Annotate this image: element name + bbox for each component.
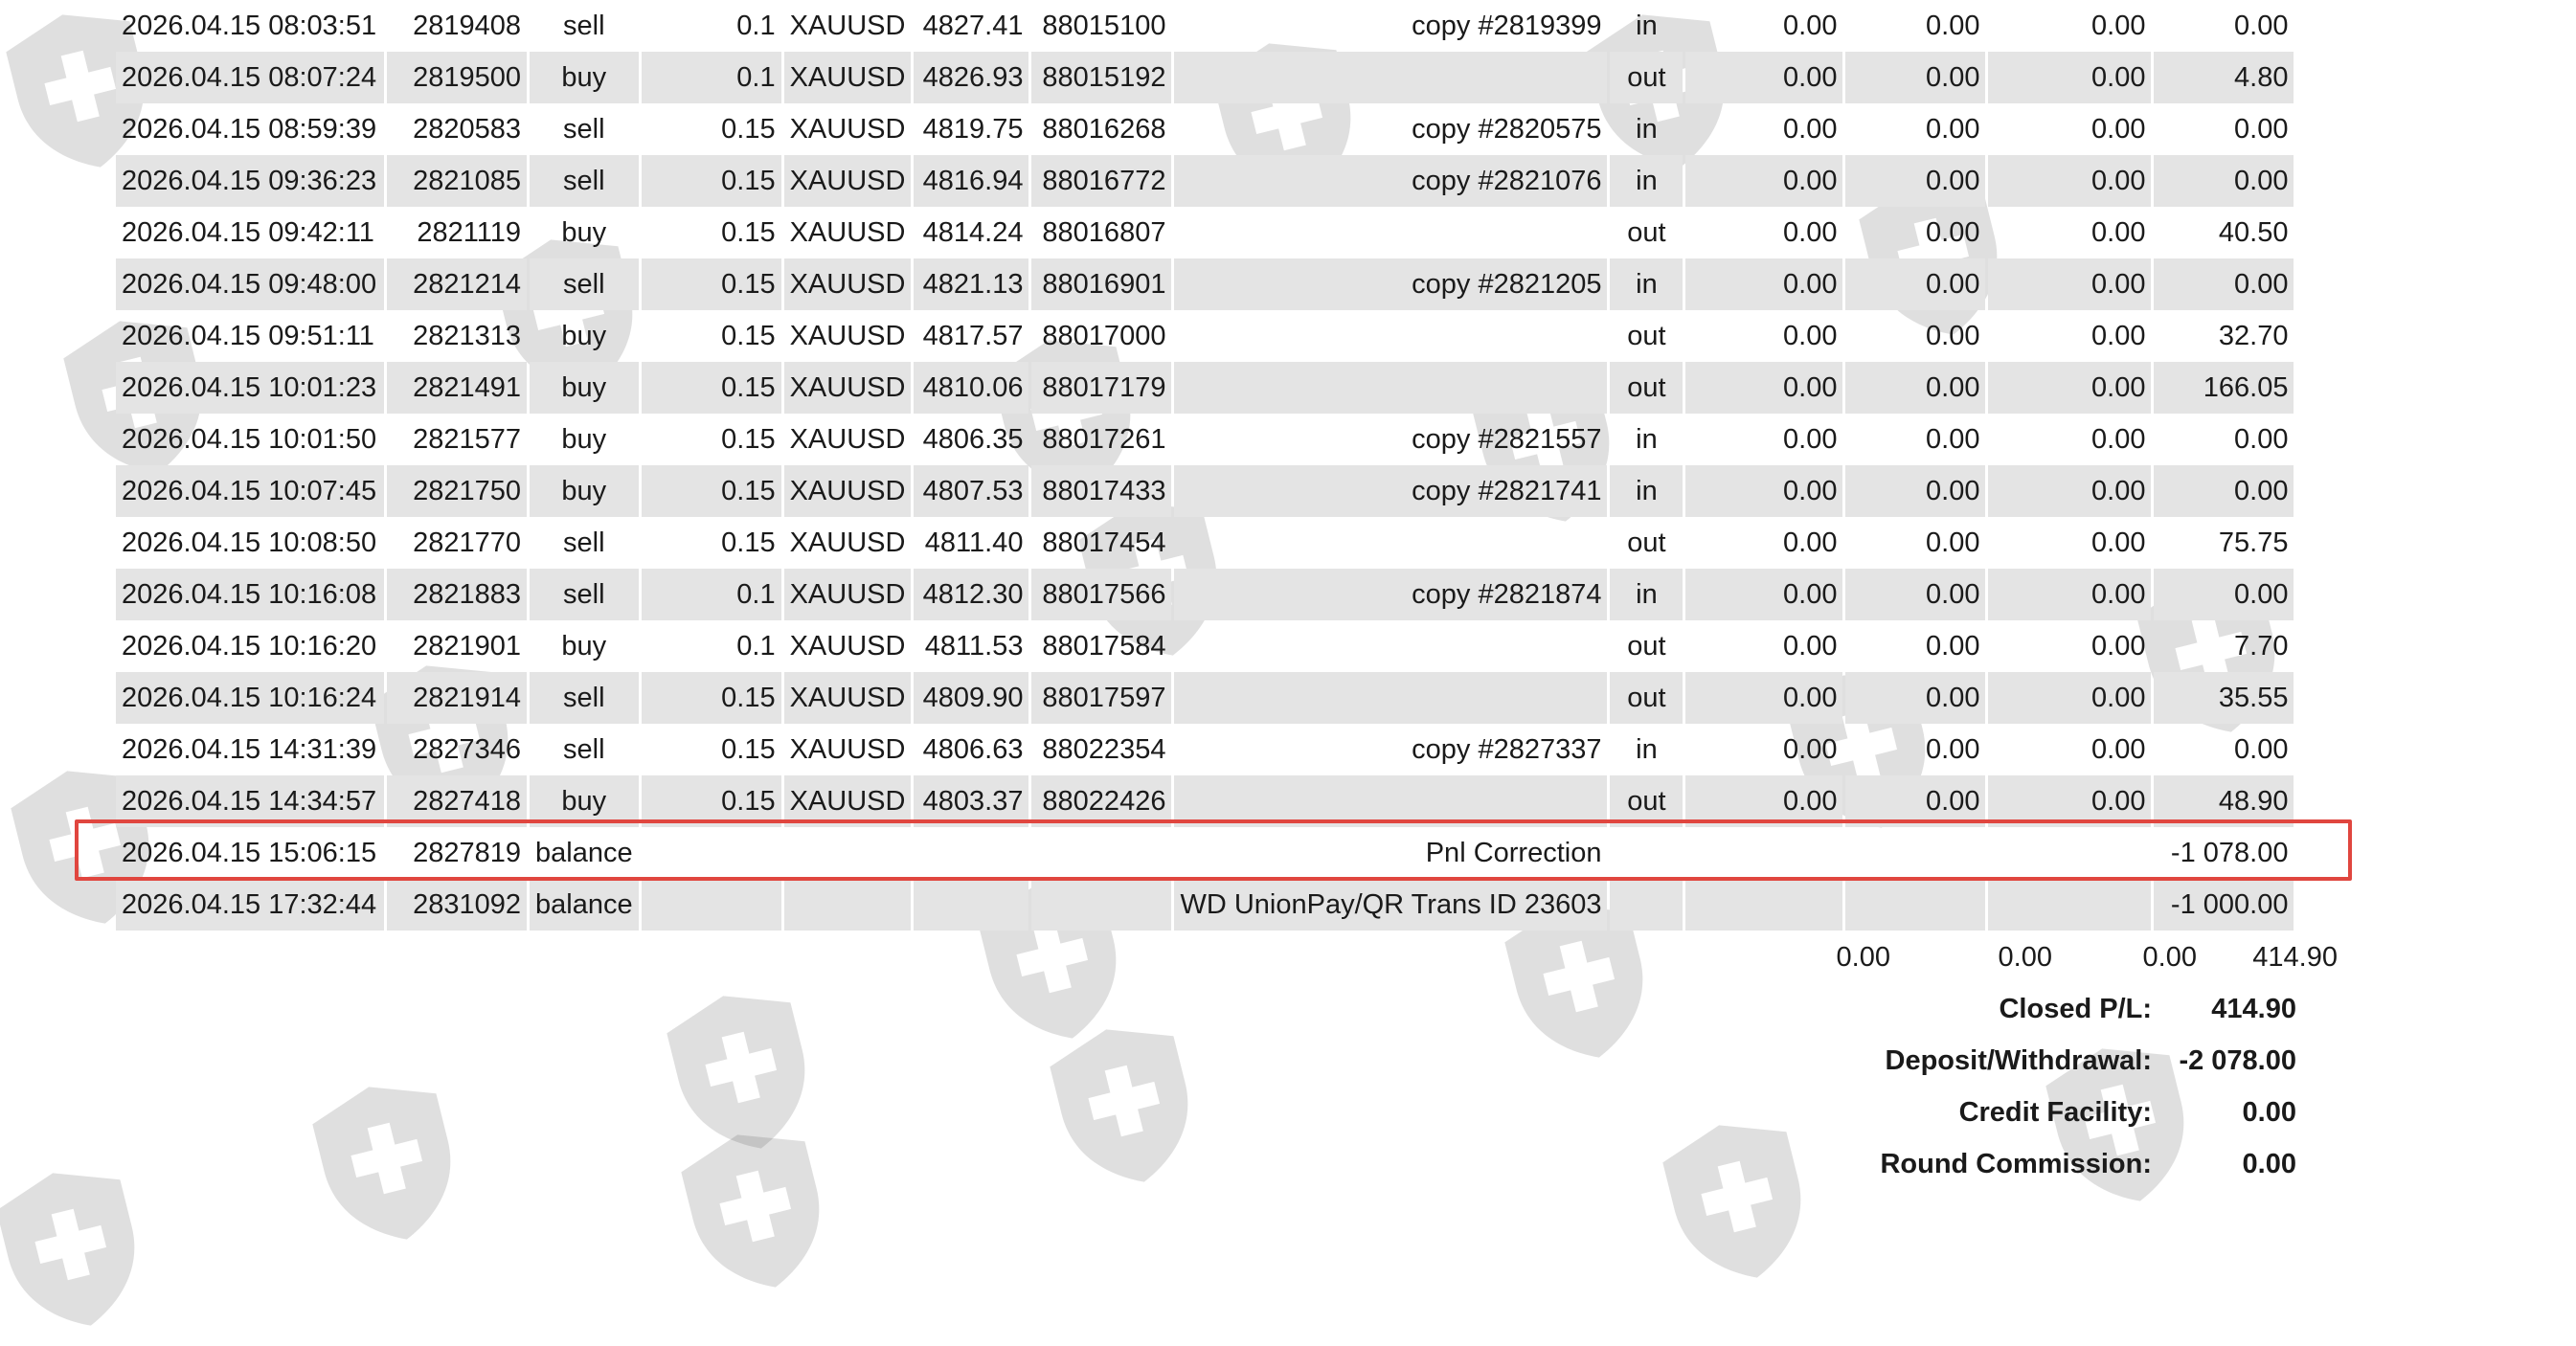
deal-commission-cell: 0.00 — [1685, 362, 1842, 414]
deal-commission-cell: 0.00 — [1783, 527, 1838, 558]
deal-type-cell: sell — [530, 672, 639, 724]
deal-swap-cell: 0.00 — [2091, 423, 2146, 455]
deal-type-cell: buy — [561, 630, 607, 662]
deal-type-cell: sell — [530, 258, 639, 310]
deal-price-cell: 4807.53 — [914, 465, 1028, 517]
deal-fee-cell: 0.00 — [1926, 320, 1980, 351]
deal-volume-cell: 0.1 — [642, 569, 781, 620]
deal-type-cell: buy — [530, 775, 639, 827]
deal-commission-cell: 0.00 — [1685, 52, 1842, 103]
deal-id-cell: 2821119 — [417, 216, 521, 248]
deal-time-cell: 2026.04.15 15:06:15 — [122, 837, 377, 868]
deal-order-cell: 88016807 — [1042, 216, 1166, 248]
deal-commission-cell: 0.00 — [1783, 733, 1838, 765]
deal-symbol-cell: XAUUSD — [784, 465, 912, 517]
deal-order-cell: 88017566 — [1031, 569, 1171, 620]
deal-time-cell: 2026.04.15 10:16:20 — [122, 630, 377, 662]
deal-entry-cell: out — [1627, 527, 1666, 558]
deal-entry-cell: out — [1610, 52, 1683, 103]
deal-entry-cell: in — [1636, 423, 1658, 455]
deal-type-cell: sell — [530, 155, 639, 207]
deal-price-cell: 4811.40 — [924, 527, 1024, 558]
deal-type-cell: sell — [563, 527, 605, 558]
deal-swap-cell: 0.00 — [2091, 320, 2146, 351]
deal-symbol-cell: XAUUSD — [789, 113, 906, 145]
deal-time-cell: 2026.04.15 10:07:45 — [116, 465, 384, 517]
deal-price-cell: 4827.41 — [922, 10, 1024, 41]
deal-id-cell: 2821750 — [387, 465, 527, 517]
summary-value: -2 078.00 — [2179, 1045, 2296, 1076]
deal-profit-cell: 35.55 — [2154, 672, 2294, 724]
deal-order-cell: 88016901 — [1031, 258, 1171, 310]
deal-volume-cell: 0.15 — [721, 423, 776, 455]
total-commission: 0.00 — [1836, 942, 1890, 973]
deal-time-cell: 2026.04.15 10:16:24 — [116, 672, 384, 724]
deal-profit-cell: 0.00 — [2154, 465, 2294, 517]
deal-order-cell: 88017000 — [1042, 320, 1166, 351]
deal-entry-cell: out — [1627, 216, 1666, 248]
deal-type-cell: buy — [530, 362, 639, 414]
deal-comment-cell: copy #2827337 — [1412, 733, 1602, 765]
deal-time-cell: 2026.04.15 09:36:23 — [116, 155, 384, 207]
deal-id-cell: 2821770 — [413, 527, 521, 558]
deal-id-cell: 2821901 — [413, 630, 521, 662]
deal-type-cell: sell — [530, 569, 639, 620]
deal-swap-cell: 0.00 — [2091, 630, 2146, 662]
deal-order-cell: 88015100 — [1042, 10, 1166, 41]
deal-price-cell: 4803.37 — [914, 775, 1028, 827]
deal-time-cell: 2026.04.15 08:03:51 — [122, 10, 377, 41]
deal-volume-cell: 0.1 — [736, 630, 776, 662]
deal-swap-cell: 0.00 — [1988, 52, 2151, 103]
deal-order-cell: 88022426 — [1031, 775, 1171, 827]
total-fee: 0.00 — [1998, 942, 2052, 973]
deal-fee-cell: 0.00 — [1845, 465, 1985, 517]
deal-profit-cell: 0.00 — [2154, 569, 2294, 620]
deal-swap-cell: 0.00 — [2091, 527, 2146, 558]
deal-price-cell: 4811.53 — [924, 630, 1024, 662]
deal-price-cell: 4812.30 — [914, 569, 1028, 620]
summary-label: Round Commission: — [1880, 1149, 2152, 1179]
deal-id-cell: 2821313 — [413, 320, 521, 351]
deal-time-cell: 2026.04.15 10:01:23 — [116, 362, 384, 414]
highlighted-row-outline — [75, 819, 2352, 881]
deal-commission-cell: 0.00 — [1783, 10, 1838, 41]
deal-volume-cell: 0.15 — [642, 465, 781, 517]
deal-volume-cell: 0.15 — [721, 733, 776, 765]
deal-fee-cell: 0.00 — [1926, 527, 1980, 558]
deal-swap-cell: 0.00 — [2091, 113, 2146, 145]
deal-swap-cell: 0.00 — [2091, 10, 2146, 41]
deal-comment-cell: copy #2821741 — [1174, 465, 1607, 517]
deal-swap-cell: 0.00 — [1988, 155, 2151, 207]
deal-commission-cell: 0.00 — [1685, 569, 1842, 620]
deal-profit-cell: 166.05 — [2154, 362, 2294, 414]
deal-type-cell: sell — [563, 733, 605, 765]
deal-volume-cell: 0.15 — [642, 672, 781, 724]
deal-comment-cell: Pnl Correction — [1425, 837, 1602, 868]
deal-profit-cell: 4.80 — [2154, 52, 2294, 103]
deal-volume-cell: 0.15 — [721, 113, 776, 145]
deal-time-cell: 2026.04.15 14:31:39 — [122, 733, 377, 765]
deal-type-cell: buy — [530, 52, 639, 103]
deal-symbol-cell: XAUUSD — [784, 569, 912, 620]
deal-price-cell: 4819.75 — [922, 113, 1024, 145]
deal-profit-cell: -1 078.00 — [2170, 837, 2289, 868]
deal-fee-cell: 0.00 — [1845, 672, 1985, 724]
deal-fee-cell: 0.00 — [1845, 155, 1985, 207]
deal-entry-cell: in — [1636, 733, 1658, 765]
deal-id-cell: 2821577 — [413, 423, 521, 455]
deal-order-cell: 88016772 — [1031, 155, 1171, 207]
deal-commission-cell: 0.00 — [1685, 155, 1842, 207]
deal-symbol-cell: XAUUSD — [789, 630, 906, 662]
deal-volume-cell: 0.15 — [642, 362, 781, 414]
deal-order-cell: 88017597 — [1031, 672, 1171, 724]
summary-value: 0.00 — [2242, 1149, 2296, 1179]
deal-order-cell: 88022354 — [1042, 733, 1166, 765]
deal-symbol-cell: XAUUSD — [784, 775, 912, 827]
deal-commission-cell: 0.00 — [1685, 672, 1842, 724]
deal-entry-cell: out — [1610, 362, 1683, 414]
deal-swap-cell: 0.00 — [1988, 465, 2151, 517]
deal-order-cell: 88017261 — [1042, 423, 1166, 455]
deal-time-cell: 2026.04.15 17:32:44 — [116, 879, 384, 931]
deal-order-cell: 88015192 — [1031, 52, 1171, 103]
deal-volume-cell: 0.15 — [721, 527, 776, 558]
deal-time-cell: 2026.04.15 08:07:24 — [116, 52, 384, 103]
deal-comment-cell: copy #2820575 — [1412, 113, 1602, 145]
deal-entry-cell: in — [1636, 113, 1658, 145]
deal-volume-cell: 0.1 — [736, 10, 776, 41]
deal-time-cell: 2026.04.15 09:48:00 — [116, 258, 384, 310]
deal-time-cell: 2026.04.15 08:59:39 — [122, 113, 377, 145]
deal-fee-cell: 0.00 — [1845, 569, 1985, 620]
deal-comment-cell: copy #2821874 — [1174, 569, 1607, 620]
deal-id-cell: 2827346 — [413, 733, 521, 765]
deal-profit-cell: 75.75 — [2218, 527, 2289, 558]
deal-commission-cell: 0.00 — [1783, 423, 1838, 455]
summary-label: Deposit/Withdrawal: — [1885, 1045, 2152, 1076]
deal-swap-cell: 0.00 — [1988, 258, 2151, 310]
deal-id-cell: 2821085 — [387, 155, 527, 207]
deal-comment-cell: copy #2821076 — [1174, 155, 1607, 207]
deal-symbol-cell: XAUUSD — [789, 423, 906, 455]
deal-order-cell: 88017454 — [1042, 527, 1166, 558]
deal-symbol-cell: XAUUSD — [784, 155, 912, 207]
deal-id-cell: 2819408 — [413, 10, 521, 41]
deal-entry-cell: out — [1627, 630, 1666, 662]
deal-fee-cell: 0.00 — [1845, 362, 1985, 414]
deal-profit-cell: 48.90 — [2154, 775, 2294, 827]
deal-fee-cell: 0.00 — [1926, 733, 1980, 765]
deal-order-cell: 88017584 — [1042, 630, 1166, 662]
deal-fee-cell: 0.00 — [1926, 216, 1980, 248]
deal-volume-cell: 0.15 — [642, 155, 781, 207]
deal-symbol-cell: XAUUSD — [784, 258, 912, 310]
deal-profit-cell: 0.00 — [2234, 733, 2289, 765]
deal-profit-cell: -1 000.00 — [2154, 879, 2294, 931]
deal-entry-cell: out — [1610, 672, 1683, 724]
deal-type-cell: buy — [561, 423, 607, 455]
deal-price-cell: 4817.57 — [922, 320, 1024, 351]
deal-id-cell: 2819500 — [387, 52, 527, 103]
deal-commission-cell: 0.00 — [1783, 216, 1838, 248]
deal-volume-cell: 0.15 — [721, 320, 776, 351]
deal-fee-cell: 0.00 — [1926, 10, 1980, 41]
deal-symbol-cell: XAUUSD — [789, 216, 906, 248]
summary-label: Credit Facility: — [1958, 1097, 2152, 1128]
deal-profit-cell: 0.00 — [2154, 258, 2294, 310]
deal-profit-cell: 7.70 — [2234, 630, 2289, 662]
deal-price-cell: 4806.35 — [922, 423, 1024, 455]
summary-value: 414.90 — [2211, 994, 2296, 1024]
deal-id-cell: 2820583 — [413, 113, 521, 145]
deal-commission-cell: 0.00 — [1783, 320, 1838, 351]
deal-profit-cell: 0.00 — [2234, 423, 2289, 455]
deal-entry-cell: in — [1636, 10, 1658, 41]
deal-volume-cell: 0.1 — [642, 52, 781, 103]
deal-entry-cell: in — [1610, 569, 1683, 620]
deal-type-cell: buy — [561, 216, 607, 248]
deal-profit-cell: 40.50 — [2218, 216, 2289, 248]
deal-id-cell: 2827819 — [413, 837, 521, 868]
deal-type-cell: buy — [530, 465, 639, 517]
deal-entry-cell: out — [1610, 775, 1683, 827]
total-profit: 414.90 — [2252, 942, 2338, 973]
deal-symbol-cell: XAUUSD — [784, 672, 912, 724]
summary-value: 0.00 — [2242, 1097, 2296, 1128]
deal-fee-cell: 0.00 — [1926, 630, 1980, 662]
deal-swap-cell: 0.00 — [2091, 733, 2146, 765]
deal-order-cell: 88017179 — [1031, 362, 1171, 414]
deal-price-cell: 4816.94 — [914, 155, 1028, 207]
deal-price-cell: 4826.93 — [914, 52, 1028, 103]
deal-commission-cell: 0.00 — [1685, 465, 1842, 517]
deal-commission-cell: 0.00 — [1783, 113, 1838, 145]
deal-entry-cell: in — [1610, 465, 1683, 517]
deal-fee-cell: 0.00 — [1926, 113, 1980, 145]
deal-profit-cell: 0.00 — [2154, 155, 2294, 207]
deal-volume-cell: 0.15 — [642, 775, 781, 827]
deal-price-cell: 4814.24 — [922, 216, 1024, 248]
deal-swap-cell: 0.00 — [1988, 569, 2151, 620]
deal-time-cell: 2026.04.15 09:51:11 — [122, 320, 374, 351]
deal-volume-cell: 0.15 — [721, 216, 776, 248]
deal-fee-cell: 0.00 — [1926, 423, 1980, 455]
deal-order-cell: 88016268 — [1042, 113, 1166, 145]
deal-fee-cell: 0.00 — [1845, 258, 1985, 310]
deal-symbol-cell: XAUUSD — [789, 527, 906, 558]
deal-symbol-cell: XAUUSD — [784, 362, 912, 414]
deal-price-cell: 4809.90 — [914, 672, 1028, 724]
deal-id-cell: 2831092 — [387, 879, 527, 931]
deal-type-cell: balance — [530, 879, 639, 931]
deal-commission-cell: 0.00 — [1685, 258, 1842, 310]
deal-type-cell: buy — [561, 320, 607, 351]
deal-profit-cell: 0.00 — [2234, 10, 2289, 41]
deal-time-cell: 2026.04.15 10:01:50 — [122, 423, 377, 455]
deal-entry-cell: in — [1610, 258, 1683, 310]
deal-time-cell: 2026.04.15 10:08:50 — [122, 527, 377, 558]
deal-order-cell: 88017433 — [1031, 465, 1171, 517]
deal-comment-cell: WD UnionPay/QR Trans ID 23603 — [1174, 879, 1607, 931]
deal-type-cell: sell — [563, 10, 605, 41]
deal-comment-cell: copy #2819399 — [1412, 10, 1602, 41]
deal-time-cell: 2026.04.15 09:42:11 — [122, 216, 374, 248]
deal-type-cell: balance — [535, 837, 633, 868]
deal-symbol-cell: XAUUSD — [789, 10, 906, 41]
deal-comment-cell: copy #2821205 — [1174, 258, 1607, 310]
deal-swap-cell: 0.00 — [2091, 216, 2146, 248]
deal-profit-cell: 32.70 — [2218, 320, 2289, 351]
summary-label: Closed P/L: — [1999, 994, 2152, 1024]
deal-volume-cell: 0.15 — [642, 258, 781, 310]
deal-symbol-cell: XAUUSD — [784, 52, 912, 103]
deal-symbol-cell: XAUUSD — [789, 320, 906, 351]
deal-fee-cell: 0.00 — [1845, 775, 1985, 827]
deal-time-cell: 2026.04.15 10:16:08 — [116, 569, 384, 620]
total-swap: 0.00 — [2142, 942, 2197, 973]
deal-profit-cell: 0.00 — [2234, 113, 2289, 145]
deal-id-cell: 2821883 — [387, 569, 527, 620]
deal-id-cell: 2821914 — [387, 672, 527, 724]
deal-commission-cell: 0.00 — [1783, 630, 1838, 662]
deal-id-cell: 2821491 — [387, 362, 527, 414]
deal-price-cell: 4806.63 — [922, 733, 1024, 765]
deal-entry-cell: in — [1610, 155, 1683, 207]
deal-swap-cell: 0.00 — [1988, 775, 2151, 827]
deal-commission-cell: 0.00 — [1685, 775, 1842, 827]
deal-type-cell: sell — [563, 113, 605, 145]
deal-swap-cell: 0.00 — [1988, 362, 2151, 414]
deal-id-cell: 2821214 — [387, 258, 527, 310]
deal-swap-cell: 0.00 — [1988, 672, 2151, 724]
deal-entry-cell: out — [1627, 320, 1666, 351]
deal-comment-cell: copy #2821557 — [1412, 423, 1602, 455]
deal-id-cell: 2827418 — [387, 775, 527, 827]
deal-price-cell: 4810.06 — [914, 362, 1028, 414]
deal-fee-cell: 0.00 — [1845, 52, 1985, 103]
deal-time-cell: 2026.04.15 14:34:57 — [116, 775, 384, 827]
deal-price-cell: 4821.13 — [914, 258, 1028, 310]
deal-symbol-cell: XAUUSD — [789, 733, 906, 765]
